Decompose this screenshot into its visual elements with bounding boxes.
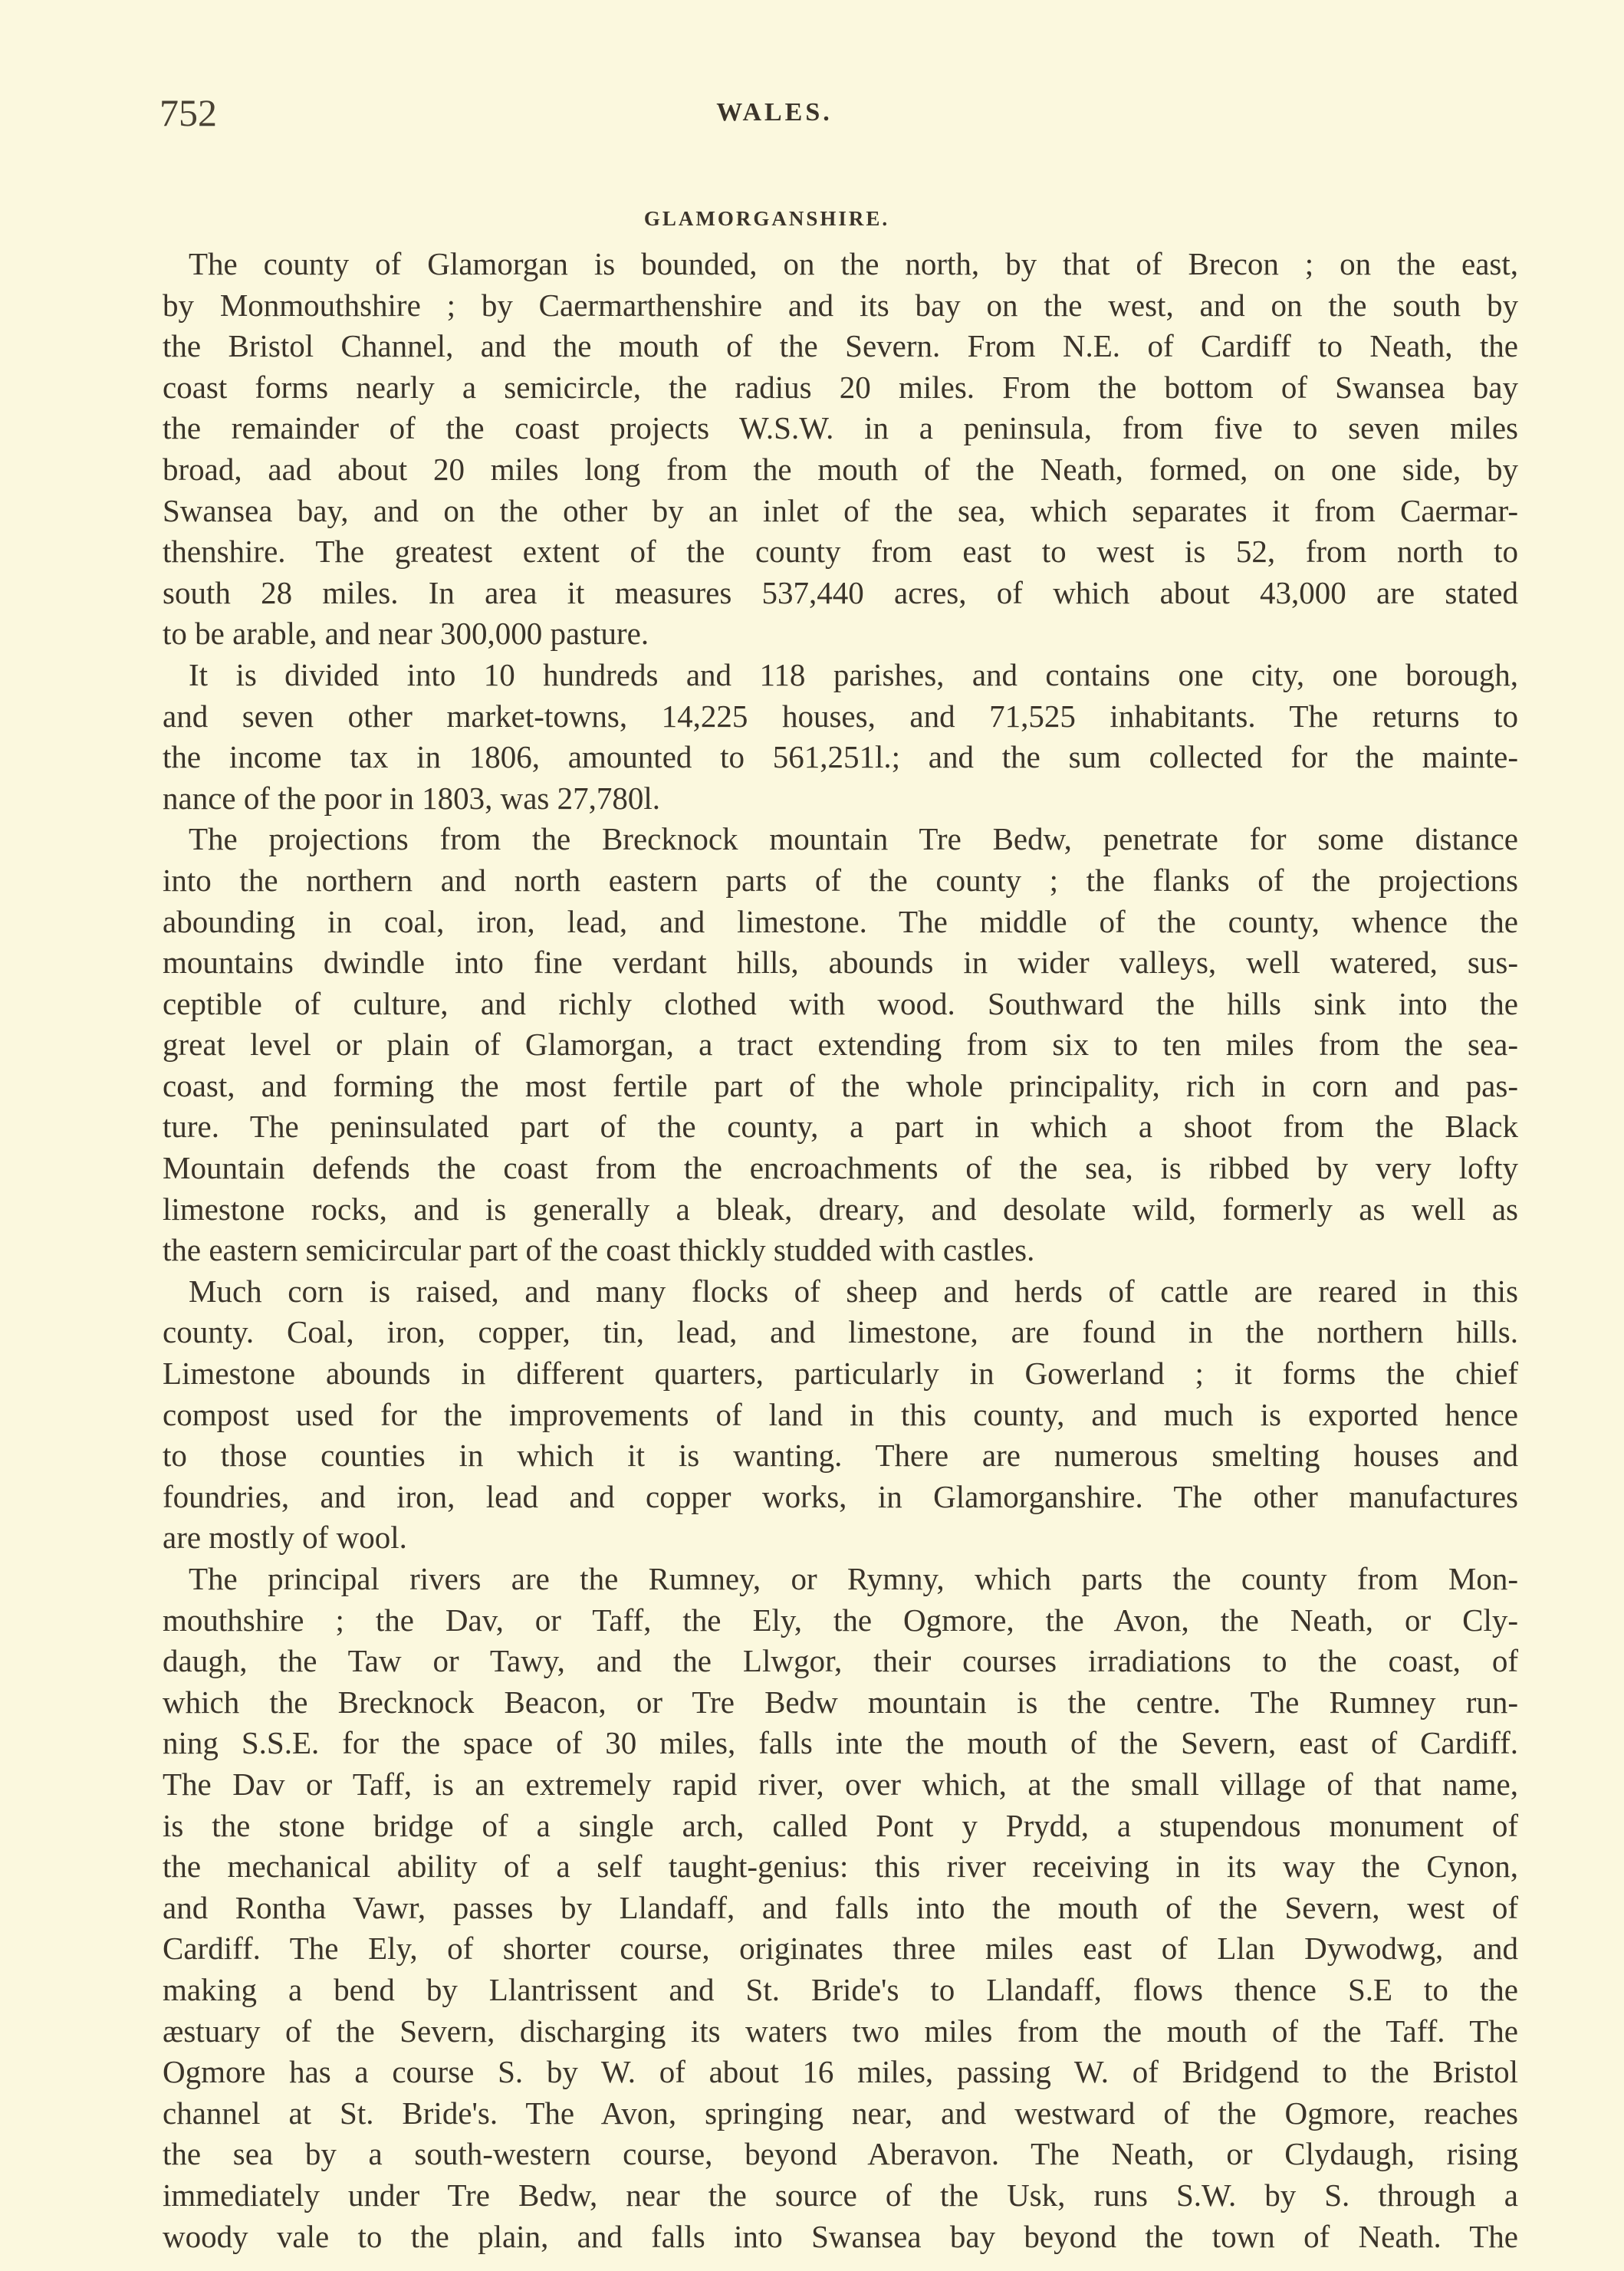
text-line: to those counties in which it is wanting. There are numerous smelting houses and xyxy=(163,1438,1518,1474)
text-line: into the northern and north eastern parts of the county ; the flanks of the projections xyxy=(163,862,1518,898)
text-line: great level or plain of Glamorgan, a tract extending from six to ten miles from the sea- xyxy=(163,1027,1518,1063)
text-line: by Monmouthshire ; by Caermarthenshire and its bay on the west, and on the south by xyxy=(163,287,1518,323)
text-line: broad, aad about 20 miles long from the mouth of the Neath, formed, on one side, by xyxy=(163,451,1518,487)
paragraph xyxy=(163,1559,1518,2257)
text-line: abounding in coal, iron, lead, and limestone. The middle of the county, whence the xyxy=(163,903,1518,939)
text-line: foundries, and iron, lead and copper works, in Glamorganshire. The other manufactures xyxy=(163,1478,1518,1514)
text-line: and seven other market-towns, 14,225 houses, and 71,525 inhabitants. The returns to xyxy=(163,698,1518,734)
text-line: the Bristol Channel, and the mouth of the Severn. From N.E. of Cardiff to Neath, the xyxy=(163,328,1518,364)
text-line: woody vale to the plain, and falls into Swansea bay beyond the town of Neath. The xyxy=(163,2218,1518,2254)
text-line: It is divided into 10 hundreds and 118 parishes, and contains one city, one borough, xyxy=(189,656,1518,692)
text-line: The projections from the Brecknock mountain Tre Bedw, penetrate for some distance xyxy=(189,821,1518,857)
text-line: county. Coal, iron, copper, tin, lead, and limestone, are found in the northern hills. xyxy=(163,1314,1518,1350)
text-line: making a bend by Llantrissent and St. Bride's to Llandaff, flows thence S.E to the xyxy=(163,1971,1518,2007)
text-line: coast, and forming the most fertile part of the whole principality, rich in corn and pas- xyxy=(163,1067,1518,1103)
text-line: compost used for the improvements of land in this county, and much is exported hence xyxy=(163,1396,1518,1432)
text-line: ture. The peninsulated part of the county, a part in which a shoot from the Black xyxy=(163,1109,1518,1145)
text-line: The Dav or Taff, is an extremely rapid river, over which, at the small village of that name, xyxy=(163,1766,1518,1802)
text-line: thenshire. The greatest extent of the county from east to west is 52, from north to xyxy=(163,534,1518,570)
text-line: ceptible of culture, and richly clothed with wood. Southward the hills sink into the xyxy=(163,985,1518,1021)
text-line: Much corn is raised, and many flocks of sheep and herds of cattle are reared in this xyxy=(189,1273,1518,1309)
paragraph xyxy=(163,819,1518,1271)
text-line: daugh, the Taw or Tawy, and the Llwgor, their courses irradiations to the coast, of xyxy=(163,1643,1518,1679)
paragraph xyxy=(163,1271,1518,1559)
text-line: the income tax in 1806, amounted to 561,251l.; and the sum collected for the mainte- xyxy=(163,739,1518,775)
body-text xyxy=(163,244,1518,2257)
text-line: nance of the poor in 1803, was 27,780l. xyxy=(163,780,661,816)
section-title: GLAMORGANSHIRE. xyxy=(643,207,890,230)
text-line: Limestone abounds in different quarters, particularly in Gowerland ; it forms the chief xyxy=(163,1356,1518,1392)
text-line: The county of Glamorgan is bounded, on the north, by that of Brecon ; on the east, xyxy=(189,246,1518,281)
text-line: The principal rivers are the Rumney, or Rymny, which parts the county from Mon- xyxy=(189,1561,1518,1596)
text-line: the eastern semicircular part of the coast thickly studded with castles. xyxy=(163,1232,1035,1268)
text-line: mouthshire ; the Dav, or Taff, the Ely, the Ogmore, the Avon, the Neath, or Cly- xyxy=(163,1602,1518,1638)
text-line: south 28 miles. In area it measures 537,440 acres, of which about 43,000 are stated xyxy=(163,574,1518,610)
text-line: the mechanical ability of a self taught-genius: this river receiving in its way the Cynon, xyxy=(163,1849,1518,1885)
text-line: ning S.S.E. for the space of 30 miles, falls inte the mouth of the Severn, east of Cardiff. xyxy=(163,1725,1518,1761)
text-line: Cardiff. The Ely, of shorter course, originates three miles east of Llan Dywodwg, and xyxy=(163,1931,1518,1967)
running-head: WALES. xyxy=(716,98,833,127)
text-line: which the Brecknock Beacon, or Tre Bedw mountain is the centre. The Rumney run- xyxy=(163,1684,1518,1720)
text-line: channel at St. Bride's. The Avon, springing near, and westward of the Ogmore, reaches xyxy=(163,2095,1518,2131)
paragraph xyxy=(163,244,1518,655)
text-line: the sea by a south-western course, beyond Aberavon. The Neath, or Clydaugh, rising xyxy=(163,2136,1518,2172)
text-line: mountains dwindle into fine verdant hills, abounds in wider valleys, well watered, sus- xyxy=(163,945,1518,981)
paragraph xyxy=(163,655,1518,819)
page-number: 752 xyxy=(159,91,217,134)
text-line: are mostly of wool. xyxy=(163,1520,407,1556)
text-line: Ogmore has a course S. by W. of about 16 miles, passing W. of Bridgend to the Bristol xyxy=(163,2054,1518,2090)
text-line: limestone rocks, and is generally a bleak, dreary, and desolate wild, formerly as well as xyxy=(163,1191,1518,1227)
text-line: coast forms nearly a semicircle, the radius 20 miles. From the bottom of Swansea bay xyxy=(163,369,1518,405)
text-line: Swansea bay, and on the other by an inlet of the sea, which separates it from Caermar- xyxy=(163,492,1518,528)
text-line: Mountain defends the coast from the encroachments of the sea, is ribbed by very lofty xyxy=(163,1150,1518,1186)
text-line: immediately under Tre Bedw, near the source of the Usk, runs S.W. by S. through a xyxy=(163,2177,1518,2213)
text-line: is the stone bridge of a single arch, called Pont y Prydd, a stupendous monument of xyxy=(163,1807,1518,1843)
text-line: to be arable, and near 300,000 pasture. xyxy=(163,616,649,652)
text-line: the remainder of the coast projects W.S.W. in a peninsula, from five to seven miles xyxy=(163,410,1518,446)
text-line: and Rontha Vawr, passes by Llandaff, and falls into the mouth of the Severn, west of xyxy=(163,1889,1518,1925)
text-line: æstuary of the Severn, discharging its waters two miles from the mouth of the Taff. The xyxy=(163,2013,1518,2049)
